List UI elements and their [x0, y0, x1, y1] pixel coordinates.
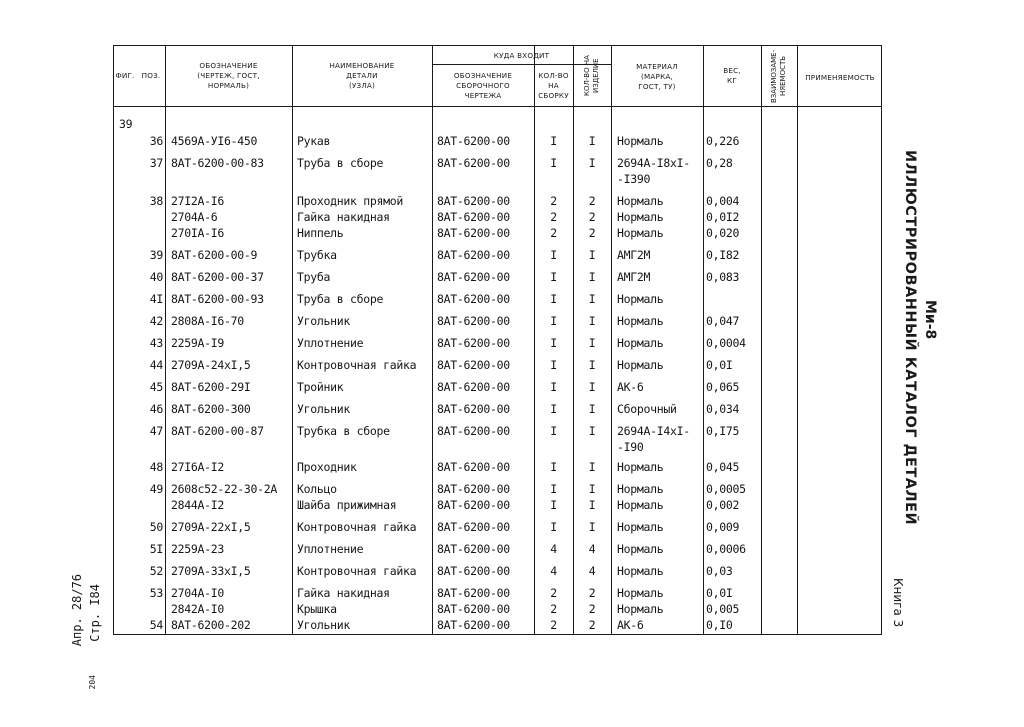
row-qty-product: I: [588, 424, 596, 438]
header-qty-assembly: КОЛ-ВО НА СБОРКУ: [538, 71, 569, 100]
row-material: АК-6: [617, 380, 644, 394]
row-qty-assembly: I: [550, 156, 557, 170]
row-qty-assembly: I: [550, 248, 557, 262]
row-weight: 0,0I: [706, 358, 733, 372]
row-part-name: Гайка накидная: [297, 210, 390, 224]
col-divider: [703, 46, 704, 634]
row-qty-assembly: I: [550, 314, 557, 328]
row-qty-assembly: I: [550, 498, 557, 512]
row-qty-assembly: 2: [550, 194, 557, 208]
row-qty-product: I: [588, 358, 596, 372]
row-assembly-drawing: 8АТ-6200-00: [437, 602, 510, 616]
row-qty-assembly: I: [550, 134, 557, 148]
row-weight: 0,047: [706, 314, 740, 328]
row-assembly-drawing: 8АТ-6200-00: [437, 270, 510, 284]
row-designation: 270IА-I6: [171, 226, 224, 240]
row-assembly-drawing: 8АТ-6200-00: [437, 358, 510, 372]
row-part-name: Проходник: [297, 460, 357, 474]
col-divider: [797, 46, 798, 634]
row-part-name: Уплотнение: [297, 336, 364, 350]
revision-date: Апр. 28/76: [70, 574, 84, 647]
row-position: 38: [149, 194, 163, 208]
row-position: 54: [149, 618, 163, 632]
row-assembly-drawing: 8АТ-6200-00: [437, 226, 510, 240]
row-qty-assembly: I: [550, 358, 557, 372]
row-position: 42: [149, 314, 163, 328]
header-name: НАИМЕНОВАНИЕ ДЕТАЛИ (УЗЛА): [329, 61, 395, 90]
header-material: МАТЕРИАЛ (МАРКА, ГОСТ, ТУ): [636, 62, 678, 91]
row-designation: 8АТ-6200-00-87: [171, 424, 264, 438]
row-qty-product: I: [588, 248, 596, 262]
row-part-name: Трубка в сборе: [297, 424, 390, 438]
row-qty-assembly: 2: [550, 602, 557, 616]
row-part-name: Труба в сборе: [297, 156, 384, 170]
row-part-name: Рукав: [297, 134, 331, 148]
row-weight: 0,03: [706, 564, 733, 578]
row-material: Нормаль: [617, 602, 664, 616]
row-qty-product: I: [588, 482, 596, 496]
row-part-name: Контровочная гайка: [297, 564, 417, 578]
row-weight: 0,005: [706, 602, 740, 616]
row-part-name: Угольник: [297, 314, 350, 328]
row-weight: 0,0I: [706, 586, 733, 600]
row-material: Нормаль: [617, 314, 664, 328]
row-qty-assembly: 4: [550, 542, 557, 556]
row-assembly-drawing: 8АТ-6200-00: [437, 292, 510, 306]
row-material: Нормаль: [617, 134, 664, 148]
row-position: 47: [149, 424, 163, 438]
row-part-name: Трубка: [297, 248, 337, 262]
row-position: 50: [149, 520, 163, 534]
row-qty-product: 2: [588, 586, 596, 600]
row-designation: 8АТ-6200-00-37: [171, 270, 264, 284]
row-qty-product: I: [588, 314, 596, 328]
row-position: 37: [149, 156, 163, 170]
row-qty-assembly: I: [550, 336, 557, 350]
row-position: 53: [149, 586, 163, 600]
row-assembly-drawing: 8АТ-6200-00: [437, 248, 510, 262]
row-designation: 27I2А-I6: [171, 194, 224, 208]
row-weight: 0,034: [706, 402, 740, 416]
row-qty-assembly: 2: [550, 586, 557, 600]
row-material: Нормаль: [617, 194, 664, 208]
row-qty-assembly: I: [550, 424, 557, 438]
row-assembly-drawing: 8АТ-6200-00: [437, 380, 510, 394]
row-qty-product: I: [588, 520, 596, 534]
row-assembly-drawing: 8АТ-6200-00: [437, 314, 510, 328]
row-qty-product: I: [588, 460, 596, 474]
row-assembly-drawing: 8АТ-6200-00: [437, 520, 510, 534]
row-material: Нормаль: [617, 542, 664, 556]
row-qty-assembly: I: [550, 482, 557, 496]
row-weight: 0,28: [706, 156, 733, 170]
page-number: Стр. I84: [88, 584, 102, 642]
row-qty-assembly: I: [550, 380, 557, 394]
row-assembly-drawing: 8АТ-6200-00: [437, 564, 510, 578]
col-divider: [165, 46, 166, 634]
row-material: АМГ2М: [617, 248, 651, 262]
row-position: 36: [149, 134, 163, 148]
header-where-used: КУДА ВХОДИТ: [493, 51, 550, 60]
archive-number: 204: [88, 675, 97, 690]
header-interchangeability: ВЗАИМОЗАМЕ-НЯЕМОСТЬ: [770, 49, 787, 103]
row-designation: 8АТ-6200-202: [171, 618, 251, 632]
row-qty-product: 4: [588, 542, 596, 556]
row-material: Нормаль: [617, 498, 664, 512]
row-material: Нормаль: [617, 336, 664, 350]
row-part-name: Шайба прижимная: [297, 498, 397, 512]
row-part-name: Контровочная гайка: [297, 520, 417, 534]
row-part-name: Угольник: [297, 618, 350, 632]
row-assembly-drawing: 8АТ-6200-00: [437, 194, 510, 208]
row-weight: 0,045: [706, 460, 740, 474]
row-part-name: Угольник: [297, 402, 350, 416]
row-qty-assembly: I: [550, 402, 557, 416]
row-assembly-drawing: 8АТ-6200-00: [437, 156, 510, 170]
row-qty-product: 2: [588, 618, 596, 632]
row-qty-product: 2: [588, 194, 596, 208]
row-designation: 8АТ-6200-00-9: [171, 248, 258, 262]
row-assembly-drawing: 8АТ-6200-00: [437, 134, 510, 148]
row-assembly-drawing: 8АТ-6200-00: [437, 460, 510, 474]
header-fig: ФИГ.: [115, 71, 135, 80]
row-material: 2694А-I8хI-: [617, 156, 690, 170]
row-weight: 0,083: [706, 270, 740, 284]
row-part-name: Ниппель: [297, 226, 344, 240]
row-assembly-drawing: 8АТ-6200-00: [437, 424, 510, 438]
row-assembly-drawing: 8АТ-6200-00: [437, 542, 510, 556]
row-designation: 2704А-I0: [171, 586, 224, 600]
row-position: 49: [149, 482, 163, 496]
row-weight: 0,004: [706, 194, 740, 208]
row-part-name: Уплотнение: [297, 542, 364, 556]
row-assembly-drawing: 8АТ-6200-00: [437, 336, 510, 350]
row-weight: 0,065: [706, 380, 740, 394]
row-qty-product: I: [588, 134, 596, 148]
row-position: 5I: [149, 542, 163, 556]
row-qty-assembly: 2: [550, 226, 557, 240]
row-designation: 2608с52-22-30-2А: [171, 482, 277, 496]
row-qty-assembly: I: [550, 460, 557, 474]
catalog-title: ИЛЛЮСТРИРОВАННЫЙ КАТАЛОГ ДЕТАЛЕЙ: [902, 150, 918, 526]
row-material: Нормаль: [617, 358, 664, 372]
row-position: 46: [149, 402, 163, 416]
row-position: 52: [149, 564, 163, 578]
row-designation: 2709А-22хI,5: [171, 520, 251, 534]
row-material: Нормаль: [617, 210, 664, 224]
row-weight: 0,I75: [706, 424, 740, 438]
row-designation: 2259А-I9: [171, 336, 224, 350]
row-part-name: Крышка: [297, 602, 337, 616]
row-weight: 0,002: [706, 498, 740, 512]
row-assembly-drawing: 8АТ-6200-00: [437, 482, 510, 496]
row-qty-product: I: [588, 336, 596, 350]
row-part-name: Контровочная гайка: [297, 358, 417, 372]
row-weight: 0,0006: [706, 542, 746, 556]
row-designation: 2259А-23: [171, 542, 224, 556]
row-designation: 27I6А-I2: [171, 460, 224, 474]
row-material: Нормаль: [617, 520, 664, 534]
row-material: Сборочный: [617, 402, 677, 416]
row-assembly-drawing: 8АТ-6200-00: [437, 586, 510, 600]
row-designation: 2808А-I6-70: [171, 314, 244, 328]
row-designation: 8АТ-6200-29I: [171, 380, 251, 394]
row-assembly-drawing: 8АТ-6200-00: [437, 402, 510, 416]
col-divider: [432, 46, 433, 634]
row-weight: 0,0005: [706, 482, 746, 496]
header-qty-product: КОЛ-ВО НА ИЗДЕЛИЕ: [583, 55, 600, 97]
row-designation: 2842А-I0: [171, 602, 224, 616]
row-weight: 0,226: [706, 134, 740, 148]
row-designation: 8АТ-6200-00-83: [171, 156, 264, 170]
row-part-name: Тройник: [297, 380, 344, 394]
row-designation: 8АТ-6200-00-93: [171, 292, 264, 306]
header-weight: ВЕС, КГ: [723, 66, 741, 85]
row-qty-product: I: [588, 498, 596, 512]
row-designation: 2844А-I2: [171, 498, 224, 512]
row-designation: 2709А-24хI,5: [171, 358, 251, 372]
row-weight: 0,I0: [706, 618, 733, 632]
header-assembly-drawing: ОБОЗНАЧЕНИЕ СБОРОЧНОГО ЧЕРТЕЖА: [453, 71, 513, 100]
row-qty-product: I: [588, 270, 596, 284]
aircraft-model: Ми-8: [922, 300, 938, 340]
header-applicability: ПРИМЕНЯЕМОСТЬ: [805, 73, 875, 82]
row-qty-product: I: [588, 156, 596, 170]
row-qty-product: 2: [588, 602, 596, 616]
row-position: 48: [149, 460, 163, 474]
header-designation: ОБОЗНАЧЕНИЕ (ЧЕРТЕЖ, ГОСТ, НОРМАЛЬ): [197, 61, 260, 90]
row-material: Нормаль: [617, 586, 664, 600]
col-divider: [292, 46, 293, 634]
row-position: 4I: [149, 292, 163, 306]
row-material: 2694А-I4хI-: [617, 424, 690, 438]
row-weight: 0,009: [706, 520, 740, 534]
row-part-name: Гайка накидная: [297, 586, 390, 600]
row-material: Нормаль: [617, 564, 664, 578]
row-weight: 0,020: [706, 226, 740, 240]
row-position: 40: [149, 270, 163, 284]
row-qty-assembly: 2: [550, 618, 557, 632]
row-qty-product: 4: [588, 564, 596, 578]
parts-table: [113, 45, 882, 635]
row-weight: 0,0I2: [706, 210, 740, 224]
row-material: АК-6: [617, 618, 644, 632]
row-part-name: Проходник прямой: [297, 194, 403, 208]
row-designation: 2704А-6: [171, 210, 218, 224]
figure-number: 39: [119, 117, 133, 131]
row-designation: 4569А-УI6-450: [171, 134, 258, 148]
row-position: 44: [149, 358, 163, 372]
row-part-name: Труба: [297, 270, 331, 284]
row-material: АМГ2М: [617, 270, 651, 284]
col-divider: [611, 46, 612, 634]
row-assembly-drawing: 8АТ-6200-00: [437, 618, 510, 632]
row-qty-assembly: 4: [550, 564, 557, 578]
row-qty-product: I: [588, 402, 596, 416]
row-part-name: Кольцо: [297, 482, 337, 496]
row-qty-product: 2: [588, 226, 596, 240]
row-part-name: Труба в сборе: [297, 292, 384, 306]
row-qty-product: I: [588, 380, 596, 394]
row-qty-assembly: I: [550, 520, 557, 534]
row-qty-assembly: I: [550, 270, 557, 284]
row-weight: 0,I82: [706, 248, 740, 262]
row-qty-product: I: [588, 292, 596, 306]
book-number: Книга 3: [891, 578, 905, 628]
row-qty-assembly: I: [550, 292, 557, 306]
row-qty-product: 2: [588, 210, 596, 224]
row-position: 45: [149, 380, 163, 394]
row-material: Нормаль: [617, 292, 664, 306]
row-designation: 8АТ-6200-300: [171, 402, 251, 416]
row-material: Нормаль: [617, 460, 664, 474]
row-material: Нормаль: [617, 482, 664, 496]
row-qty-assembly: 2: [550, 210, 557, 224]
row-material-continued: -I390: [617, 172, 651, 186]
row-material: Нормаль: [617, 226, 664, 240]
row-designation: 2709А-33хI,5: [171, 564, 251, 578]
row-position: 43: [149, 336, 163, 350]
row-assembly-drawing: 8АТ-6200-00: [437, 210, 510, 224]
header-pos: ПОЗ.: [141, 71, 161, 80]
row-position: 39: [149, 248, 163, 262]
row-assembly-drawing: 8АТ-6200-00: [437, 498, 510, 512]
row-weight: 0,0004: [706, 336, 746, 350]
col-divider: [761, 46, 762, 634]
header-bottom-rule: [114, 106, 881, 107]
row-material-continued: -I90: [617, 440, 644, 454]
